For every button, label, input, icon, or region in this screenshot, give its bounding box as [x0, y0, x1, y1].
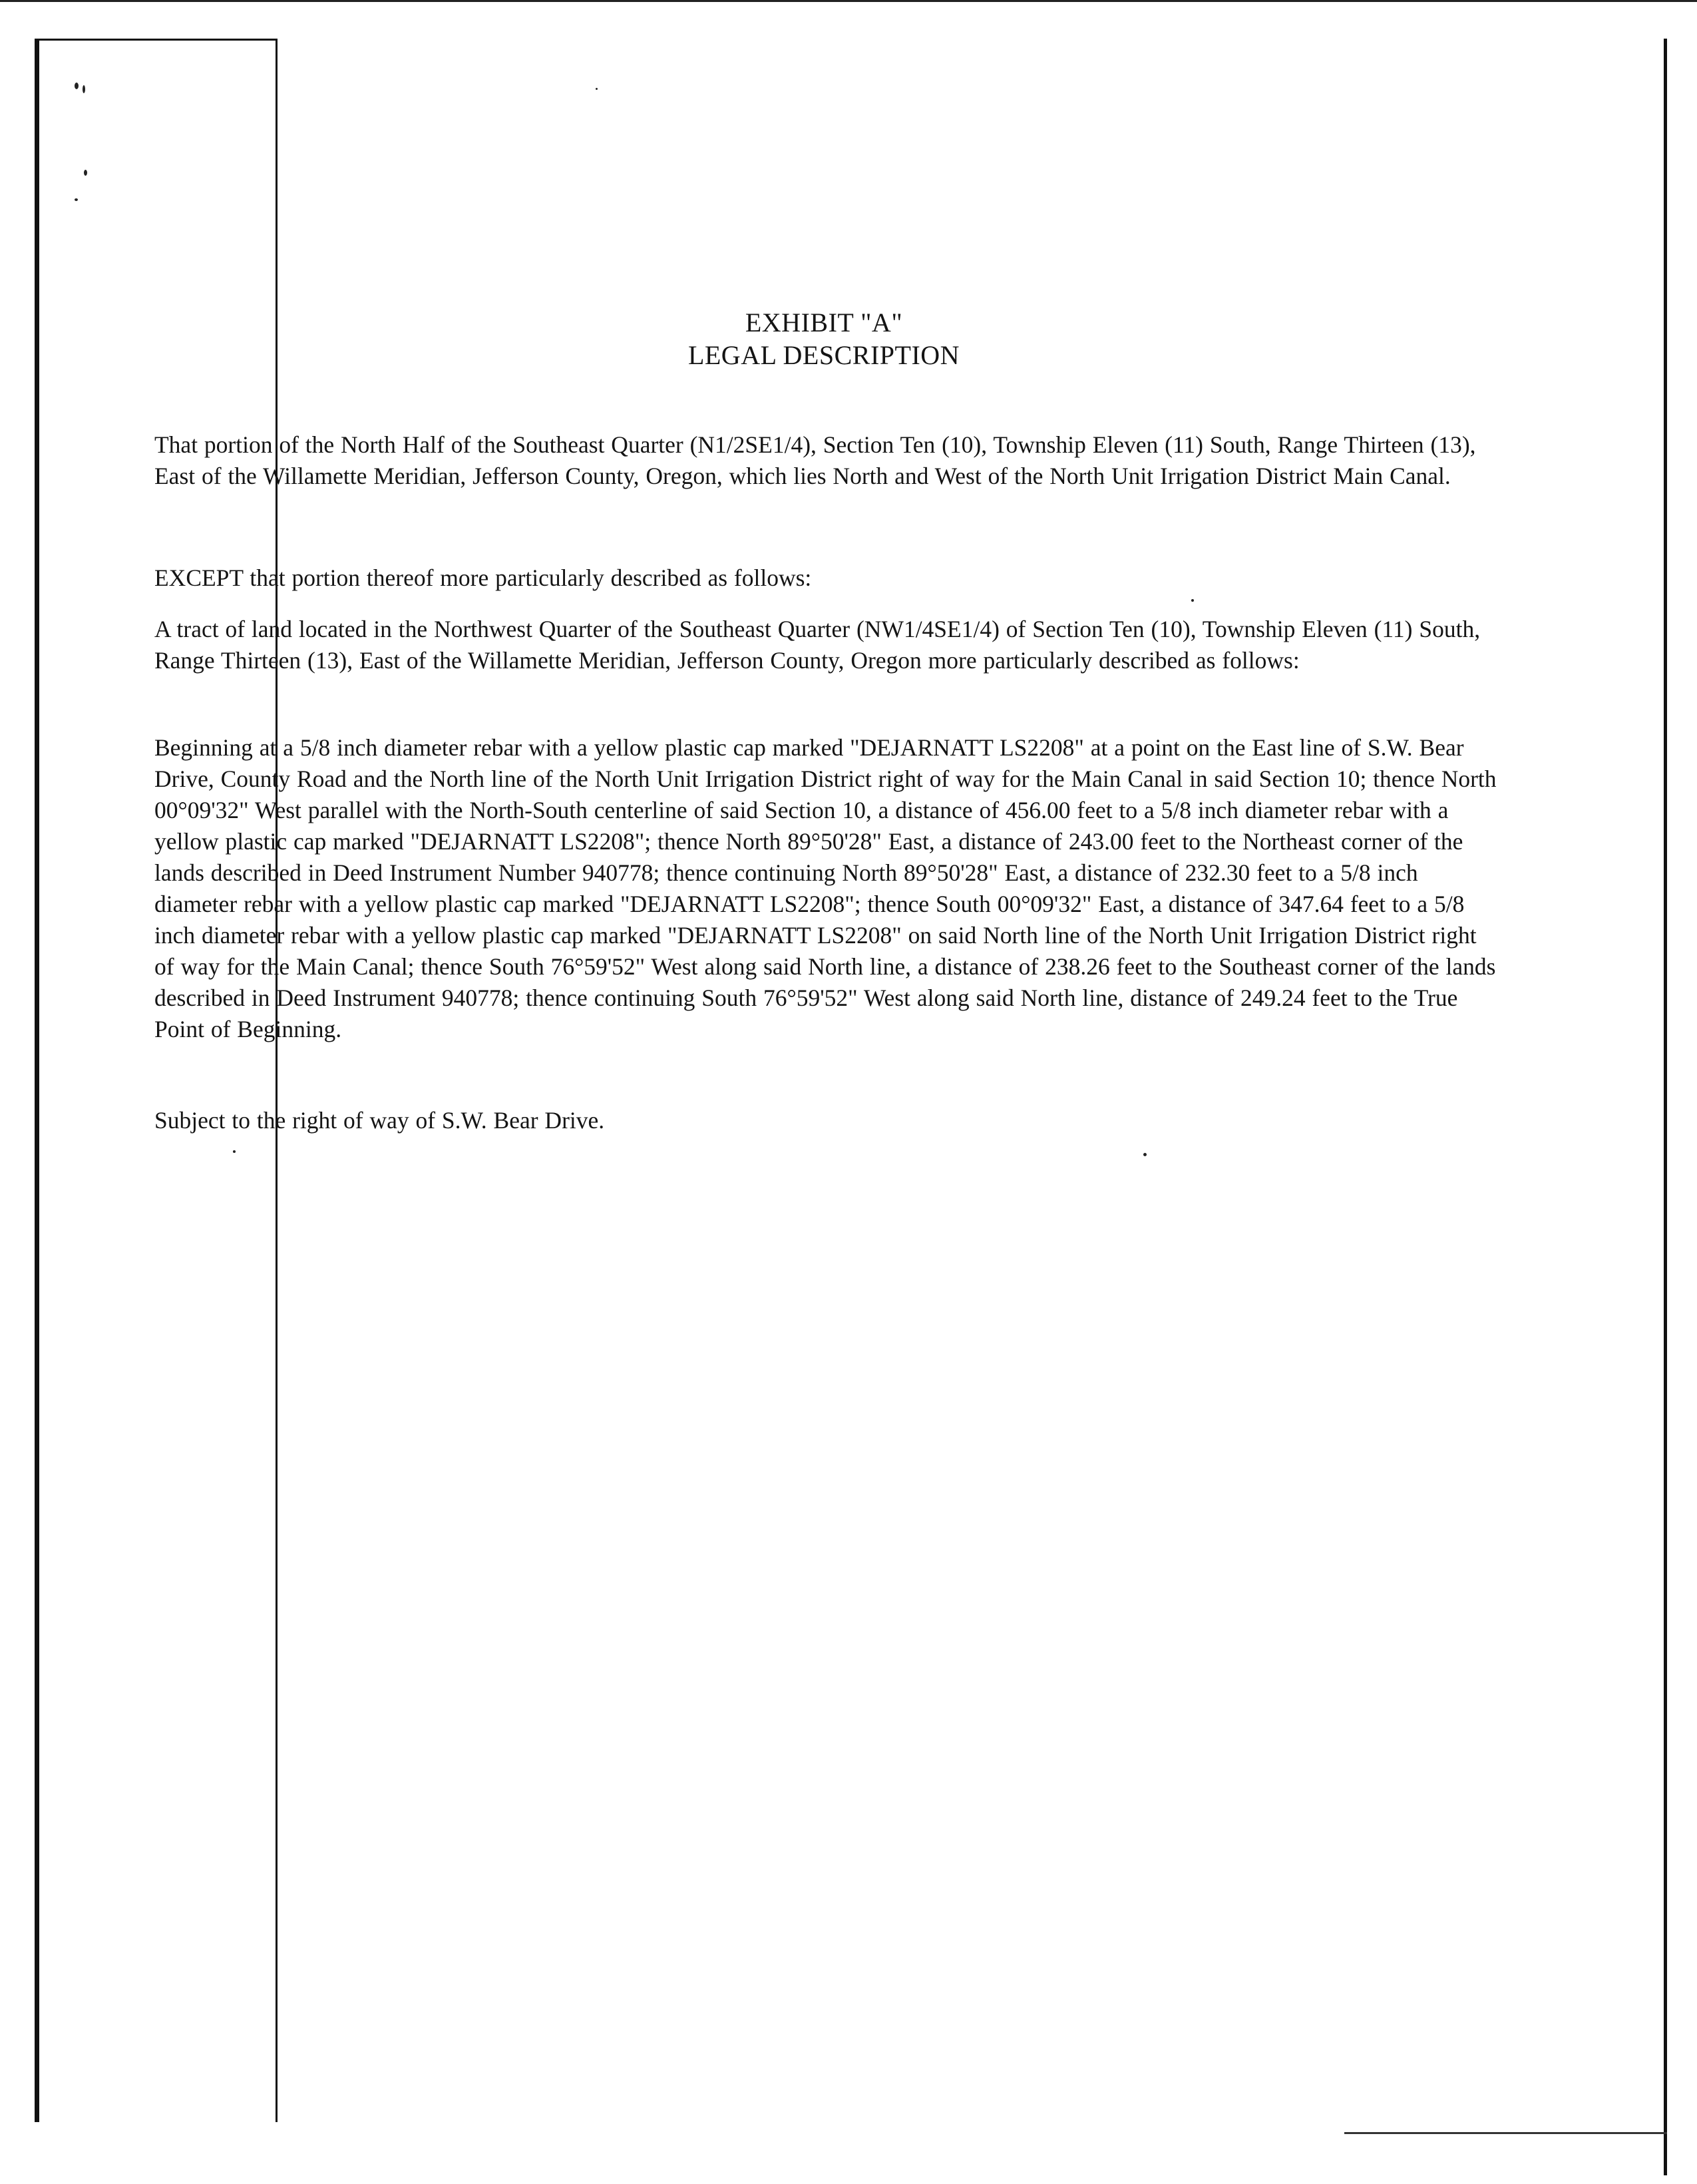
scan-speck	[1143, 1153, 1147, 1156]
scan-speck	[75, 83, 79, 89]
scan-speck	[84, 170, 87, 176]
scan-speck	[596, 88, 598, 90]
scan-speck	[1191, 599, 1194, 602]
scan-speck	[83, 85, 85, 93]
scan-top-rule	[35, 39, 278, 41]
scan-top-edge	[0, 0, 1697, 2]
scan-speck	[233, 1150, 236, 1153]
scan-speck	[75, 198, 78, 201]
exhibit-title: EXHIBIT "A"	[745, 308, 903, 337]
paragraph-right-of-way: Subject to the right of way of S.W. Bear Drive.	[154, 1107, 605, 1134]
scan-right-border	[1664, 39, 1667, 2175]
paragraph-metes-and-bounds: Beginning at a 5/8 inch diameter rebar with a yellow plastic cap marked "DEJARNATT LS2208" at a point on the East line of S.W. Bear Drive, County Road and the North line of the North Unit Irrigation District right of way for the Main Canal in said Section 10; thence North 00°09'32" West parallel with the North-South centerline of said Section 10, a distance of 456.00 feet to a 5/8 inch diameter rebar with a yellow plastic cap marked "DEJARNATT LS2208"; thence North 89°50'28" East, a distance of 243.00 feet to the Northeast corner of the lands described in Deed Instrument Number 940778; thence continuing North 89°50'28" East, a distance of 232.30 feet to a 5/8 inch diameter rebar with a yellow plastic cap marked "DEJARNATT LS2208"; thence South 00°09'32" East, a distance of 347.64 feet to a 5/8 inch diameter rebar with a yellow plastic cap marked "DEJARNATT LS2208" on said North line of the North Unit Irrigation District right of way for the Main Canal; thence South 76°59'52" West along said North line, a distance of 238.26 feet to the Southeast corner of the lands described in Deed Instrument 940778; thence continuing South 76°59'52" West along said North line, distance of 249.24 feet to the True Point of Beginning.	[154, 734, 1497, 1042]
paragraph-exception: EXCEPT that portion thereof more particularly described as follows:	[154, 564, 812, 591]
legal-description-heading: LEGAL DESCRIPTION	[687, 340, 960, 370]
paragraph-tract-location: A tract of land located in the Northwest Quarter of the Southeast Quarter (NW1/4SE1/4) of Section Ten (10), Township Eleven (11) South, Range Thirteen (13), East of the Willamette Meridian, Jefferson County, Oregon more particularly described as follows:	[154, 616, 1481, 674]
scan-bottom-rule	[1344, 2132, 1667, 2134]
paragraph-property-description: That portion of the North Half of the Southeast Quarter (N1/2SE1/4), Section Ten (10), Township Eleven (11) South, Range Thirteen (13), East of the Willamette Meridian, Jefferson County, Oregon, which lies North and West of the North Unit Irrigation District Main Canal.	[154, 431, 1476, 489]
